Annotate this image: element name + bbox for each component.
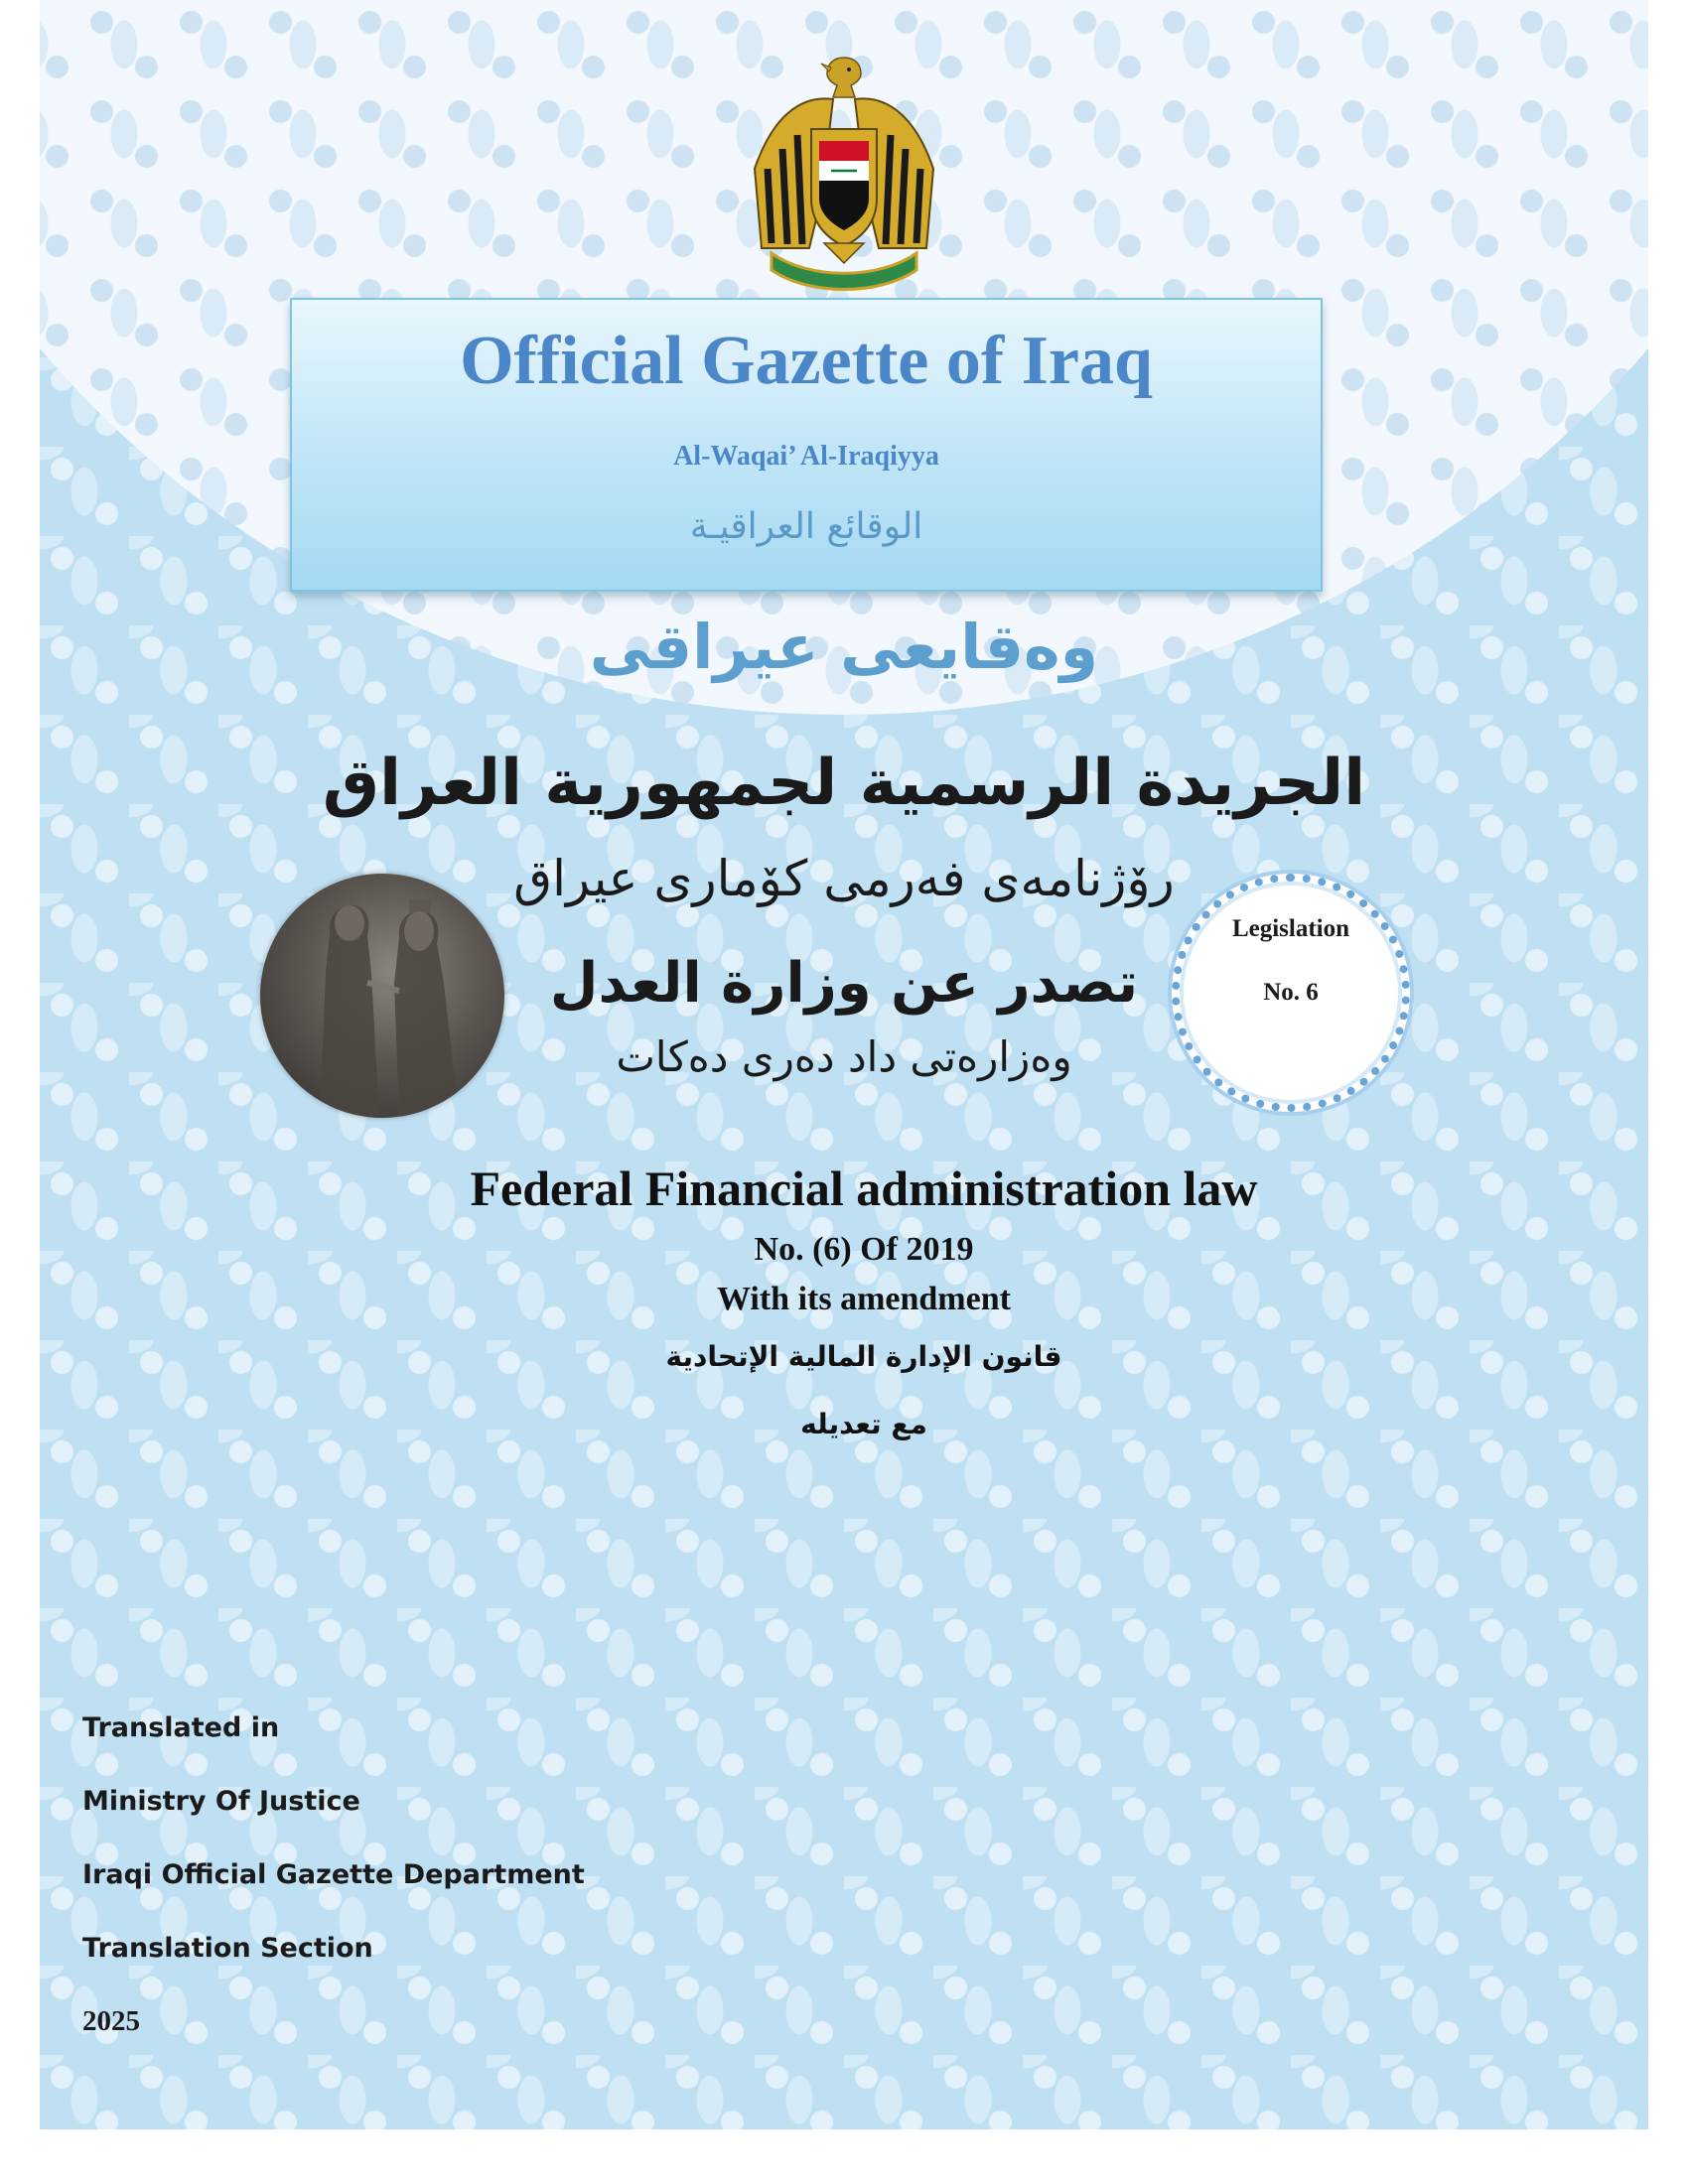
- masthead-kurdish-title: رۆژنامەی فەرمی کۆماری عیراق: [513, 850, 1175, 907]
- masthead-arabic-title: الجريدة الرسمية لجمهورية العراق: [322, 747, 1366, 820]
- gazette-arabic-name: الوقائع العراقيـة: [689, 506, 923, 547]
- masthead-arabic-publisher: تصدر عن وزارة العدل: [549, 951, 1139, 1016]
- gazette-title-box: [290, 298, 1323, 592]
- footer-department: Iraqi Official Gazette Department: [82, 1859, 585, 1890]
- law-title: Federal Financial administration law: [470, 1160, 1258, 1216]
- law-amendment: With its amendment: [717, 1281, 1011, 1317]
- law-arabic-title: قانون الإدارة المالية الإتحادية: [665, 1340, 1062, 1373]
- law-arabic-amendment: مع تعديله: [800, 1408, 927, 1440]
- masthead-kurdish-publisher: وەزارەتی داد دەری دەکات: [616, 1032, 1072, 1081]
- iraq-eagle-emblem-icon: [750, 50, 938, 298]
- footer-translated-in: Translated in: [82, 1712, 280, 1743]
- gazette-transliteration: Al-Waqai’ Al-Iraqiyya: [673, 441, 939, 472]
- gazette-kurdish-name: وەقایعی عیراقی: [589, 611, 1099, 683]
- law-number-year: No. (6) Of 2019: [754, 1231, 974, 1268]
- footer-section: Translation Section: [82, 1933, 373, 1964]
- gazette-title: Official Gazette of Iraq: [460, 323, 1153, 399]
- footer-year: 2025: [82, 2005, 140, 2037]
- legislation-seal: [1172, 874, 1410, 1112]
- seal-label: Legislation: [1231, 915, 1350, 942]
- footer-ministry: Ministry Of Justice: [82, 1786, 360, 1817]
- seal-number: No. 6: [1263, 979, 1319, 1006]
